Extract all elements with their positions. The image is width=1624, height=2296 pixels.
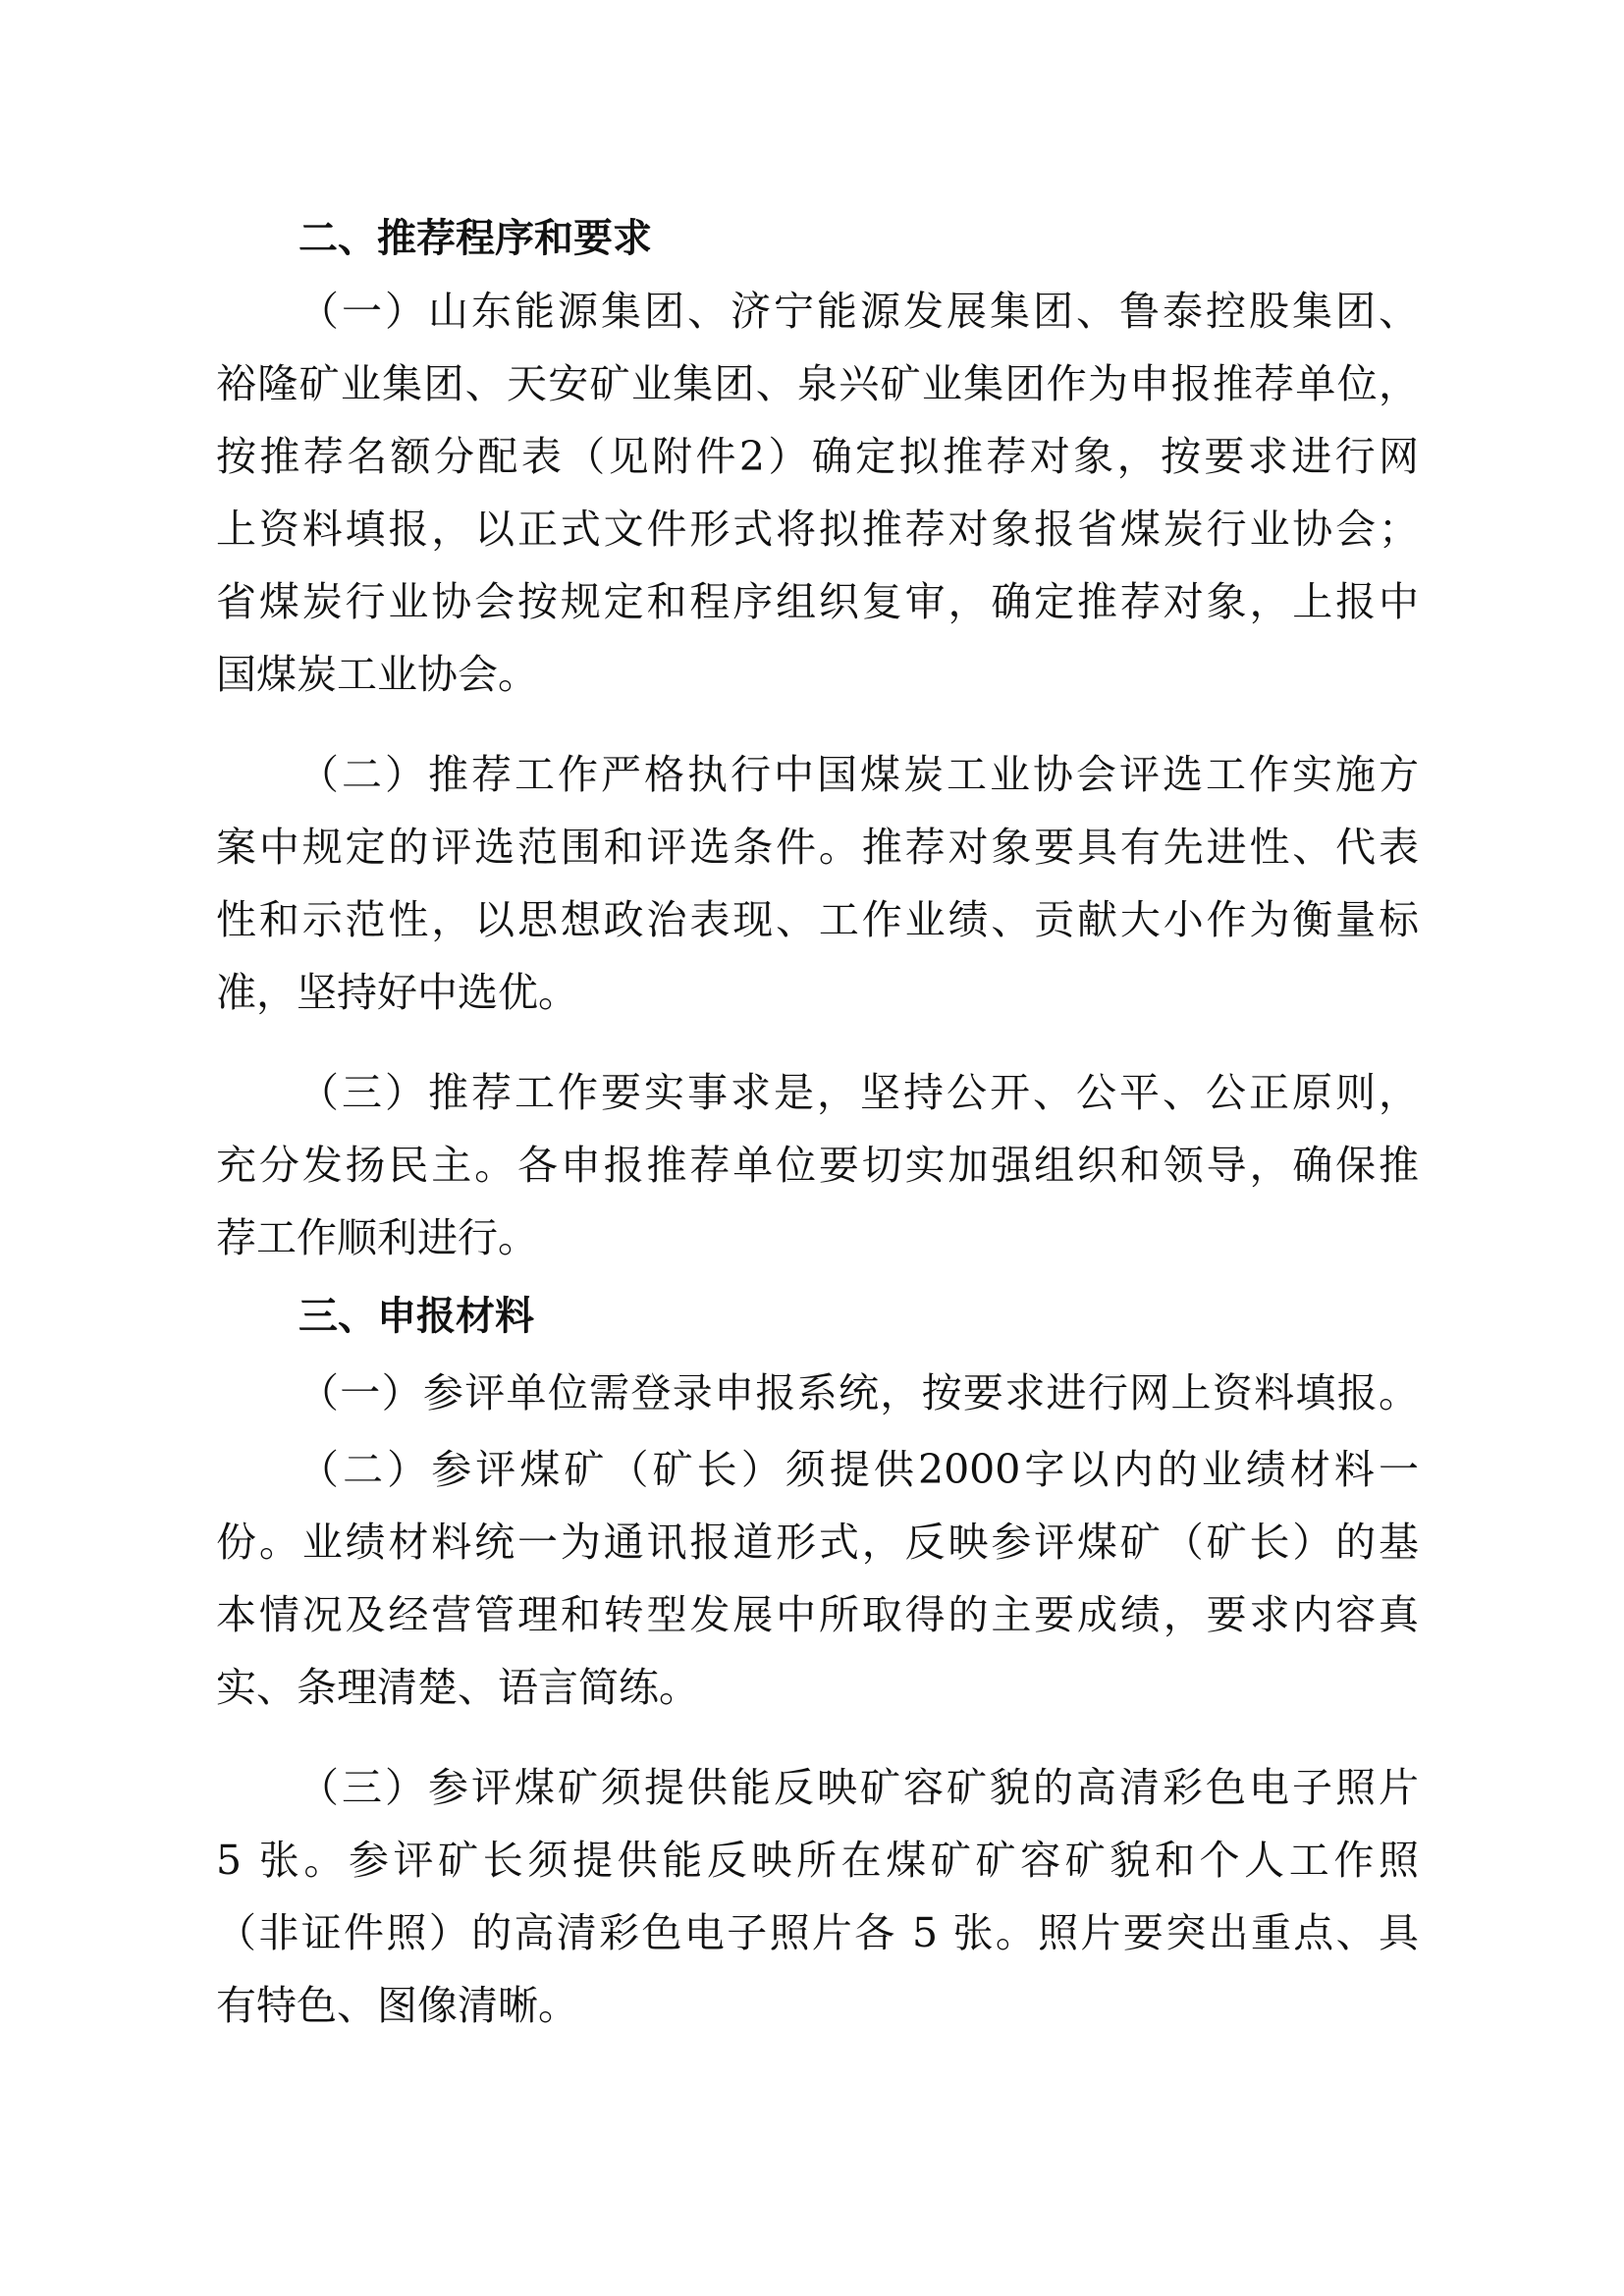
paragraph-line: 省煤炭行业协会按规定和程序组织复审，确定推荐对象，上报中 — [216, 578, 1419, 625]
paragraph-line: （二）推荐工作严格执行中国煤炭工业协会评选工作实施方 — [298, 751, 1419, 798]
paragraph-line: （二）参评煤矿（矿长）须提供2000字以内的业绩材料一 — [298, 1446, 1419, 1493]
paragraph-line: 上资料填报，以正式文件形式将拟推荐对象报省煤炭行业协会； — [216, 506, 1419, 553]
paragraph-line: 份。业绩材料统一为通讯报道形式，反映参评煤矿（矿长）的基 — [216, 1519, 1419, 1566]
paragraph-line: （非证件照）的高清彩色电子照片各 5 张。照片要突出重点、具 — [216, 1909, 1419, 1956]
paragraph-line: 准，坚持好中选优。 — [216, 969, 578, 1016]
section-heading: 三、申报材料 — [298, 1294, 534, 1339]
paragraph-line: 实、条理清楚、语言简练。 — [216, 1664, 699, 1711]
paragraph-line: 按推荐名额分配表（见附件2）确定拟推荐对象，按要求进行网 — [216, 433, 1419, 480]
paragraph-line: 本情况及经营管理和转型发展中所取得的主要成绩，要求内容真 — [216, 1591, 1419, 1638]
paragraph-line: 裕隆矿业集团、天安矿业集团、泉兴矿业集团作为申报推荐单位， — [216, 360, 1419, 407]
paragraph-line: 有特色、图像清晰。 — [216, 1982, 578, 2029]
paragraph-line: 案中规定的评选范围和评选条件。推荐对象要具有先进性、代表 — [216, 824, 1419, 871]
paragraph-line: （一）山东能源集团、济宁能源发展集团、鲁泰控股集团、 — [298, 288, 1419, 335]
paragraph-line: （一）参评单位需登录申报系统，按要求进行网上资料填报。 — [298, 1369, 1419, 1416]
paragraph-line: （三）推荐工作要实事求是，坚持公开、公平、公正原则， — [298, 1069, 1419, 1116]
paragraph-line: 5 张。参评矿长须提供能反映所在煤矿矿容矿貌和个人工作照 — [216, 1837, 1419, 1884]
paragraph-line: 荐工作顺利进行。 — [216, 1214, 538, 1261]
paragraph-line: 性和示范性，以思想政治表现、工作业绩、贡献大小作为衡量标 — [216, 896, 1419, 943]
paragraph-line: 国煤炭工业协会。 — [216, 651, 538, 698]
paragraph-line: （三）参评煤矿须提供能反映矿容矿貌的高清彩色电子照片 — [298, 1764, 1419, 1811]
section-heading: 二、推荐程序和要求 — [298, 216, 652, 261]
paragraph-line: 充分发扬民主。各申报推荐单位要切实加强组织和领导，确保推 — [216, 1142, 1419, 1189]
